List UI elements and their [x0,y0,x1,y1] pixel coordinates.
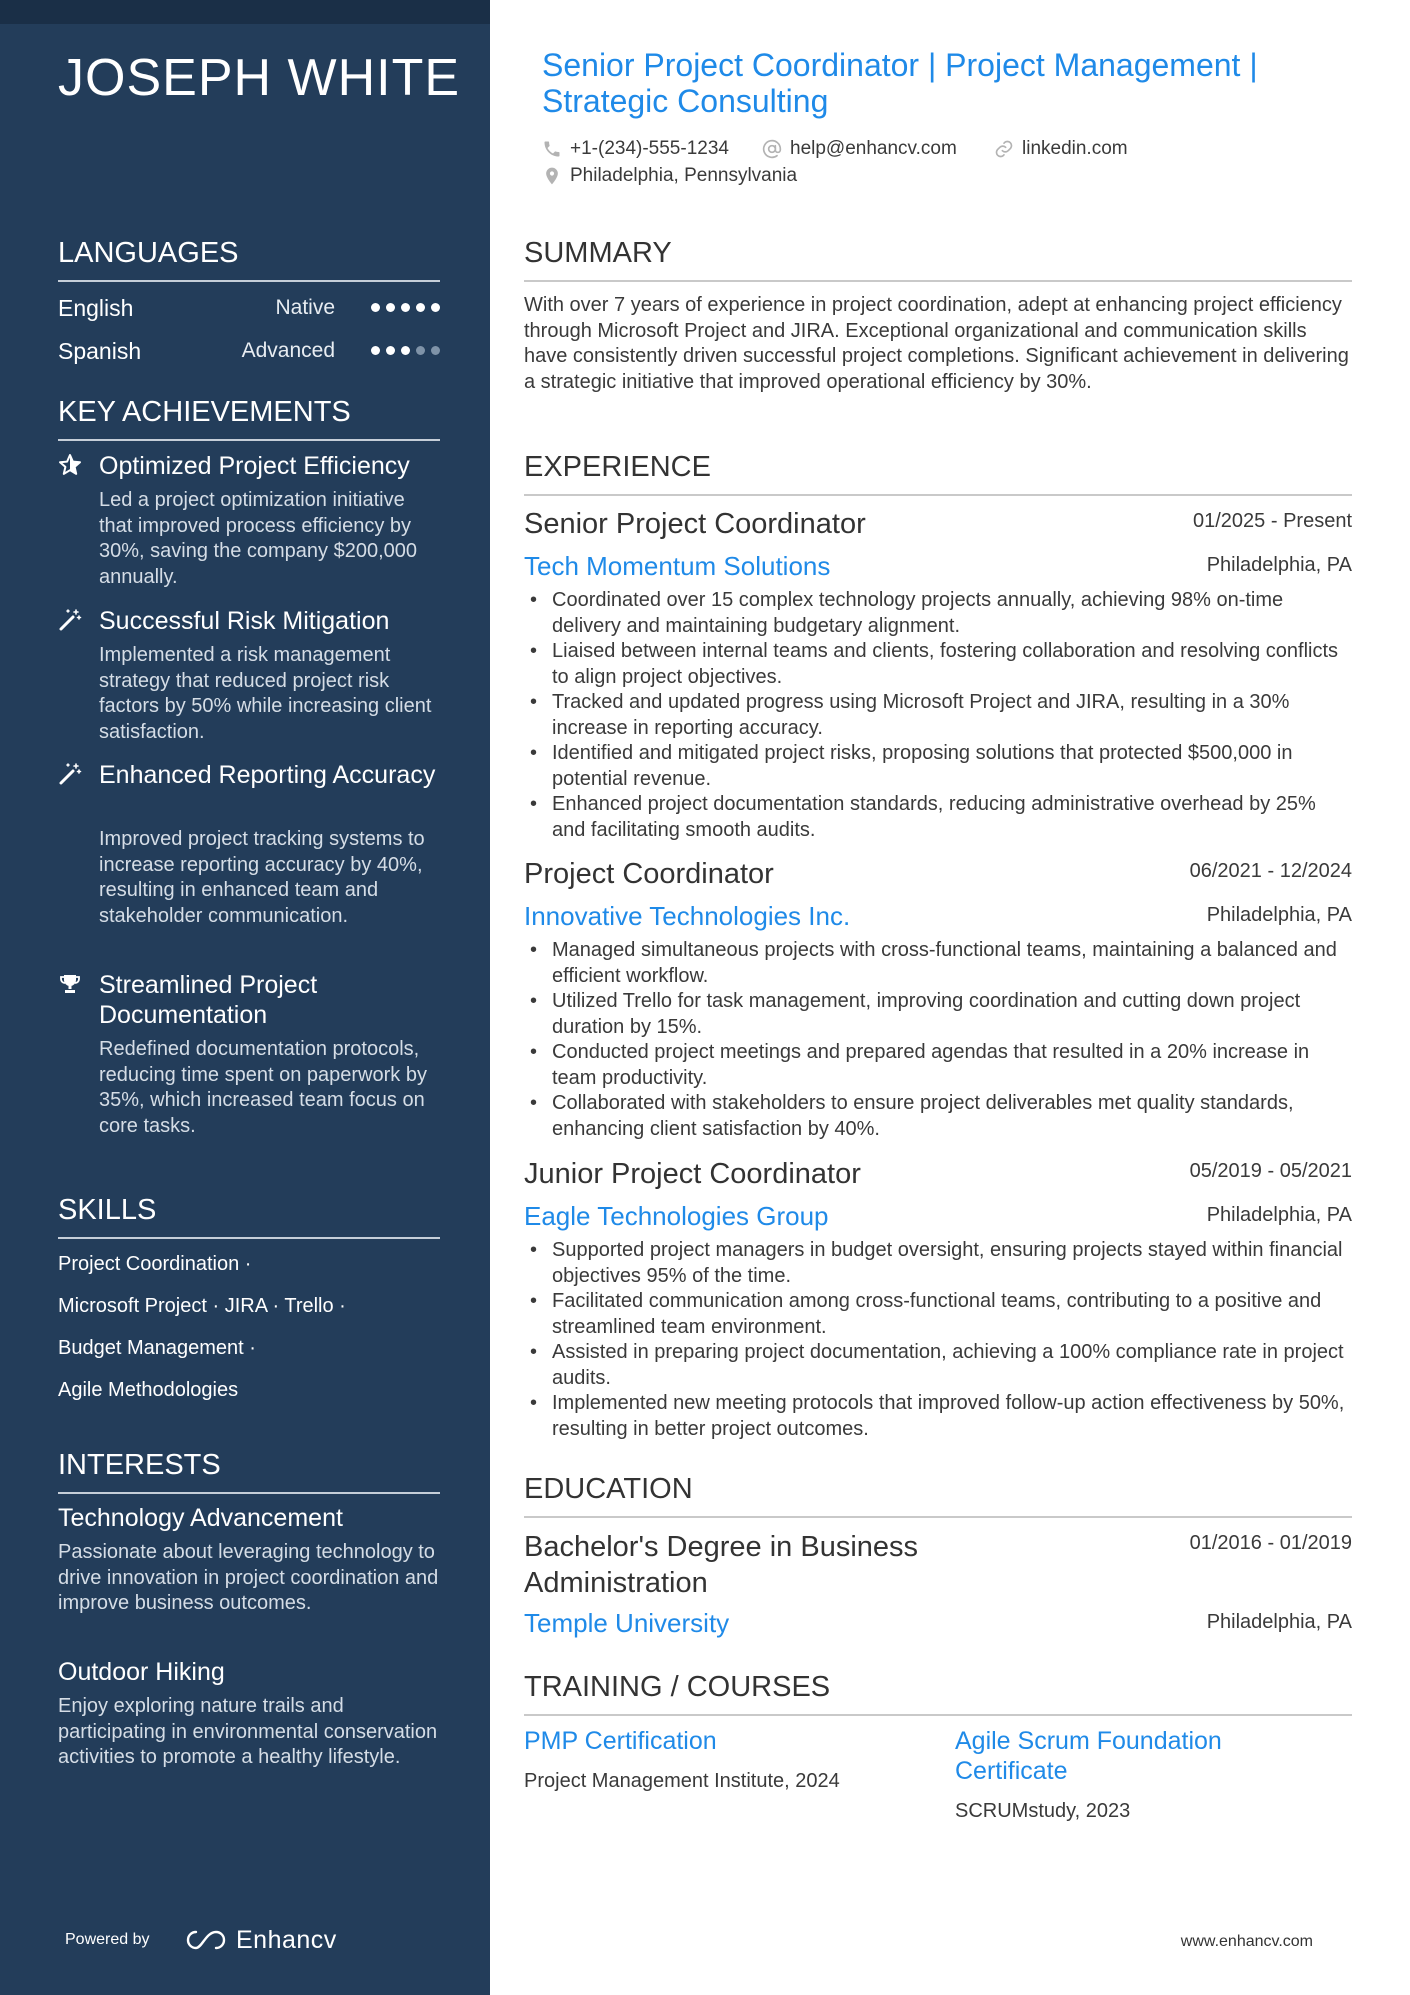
job-bullet: • Implemented new meeting protocols that improved follow-up action effectiveness by 50%, resulting in better project outcomes. [524,1391,1354,1442]
education-location: Philadelphia, PA [1206,1611,1352,1633]
language-level: Advanced [241,339,335,362]
job-bullets [524,1238,1354,1442]
achievement-title: Optimized Project Efficiency [99,452,410,480]
brand-name: Enhancv [236,1925,337,1954]
job-bullet: • Managed simultaneous projects with cross-functional teams, maintaining a balanced and efficient workflow. [524,938,1354,989]
magic-wand-icon [58,762,82,786]
training-heading: TRAINING / COURSES [524,1670,1352,1716]
achievements-heading: KEY ACHIEVEMENTS [58,395,440,441]
achievement-description: Led a project optimization initiative that improved process efficiency by 30%, saving the company $200,000 annually. [99,489,417,588]
job-location: Philadelphia, PA [1206,1204,1352,1226]
job-bullet: • Tracked and updated progress using Microsoft Project and JIRA, resulting in a 30% increase in reporting accuracy. [524,690,1354,741]
job-bullet: • Coordinated over 15 complex technology projects annually, achieving 98% on-time delivery and maintaining budgetary alignment. [524,588,1354,639]
achievement-title: Streamlined Project Documentation [99,971,318,1029]
summary-text: With over 7 years of experience in project coordination, adept at enhancing project efficiency through Microsoft Project and JIRA. Exceptional organizational and communication skills have consistently driven successful project completions. Significant achievement in delivering a strategic initiative that improved operational efficiency by 30%. [524,294,1349,393]
infinity-logo-icon [184,1927,230,1953]
rating-dot [401,346,410,355]
language-row [58,291,440,325]
at-sign-icon [762,139,782,159]
job-bullets [524,588,1354,843]
skill-line: Budget Management · [58,1337,256,1359]
contact-email[interactable] [762,137,957,161]
skills-heading: SKILLS [58,1193,440,1239]
language-level: Native [275,296,335,319]
rating-dot [401,303,410,312]
job-dates: 01/2025 - Present [1193,510,1352,532]
job-bullet: • Conducted project meetings and prepared agendas that resulted in a 20% increase in team productivity. [524,1040,1354,1091]
achievement-description: Redefined documentation protocols, reducing time spent on paperwork by 35%, which increased team focus on core tasks. [99,1038,427,1137]
job-bullet: • Collaborated with stakeholders to ensure project deliverables met quality standards, enhancing client satisfaction by 40%. [524,1091,1354,1142]
job-location: Philadelphia, PA [1206,554,1352,576]
rating-dot [386,303,395,312]
training-title[interactable]: PMP Certification [524,1727,717,1755]
interest-description: Passionate about leveraging technology to drive innovation in project coordination and improve business outcomes. [58,1541,439,1614]
language-rating [371,303,440,313]
link-icon [994,139,1014,159]
training-title[interactable]: Agile Scrum Foundation Certificate [955,1727,1222,1785]
linkedin-url: linkedin.com [1022,138,1128,159]
powered-by-label: Powered by [65,1931,150,1948]
sidebar-top-bar [0,0,490,24]
degree-title: Bachelor's Degree in Business Administration [524,1531,919,1599]
star-icon [58,453,82,477]
job-dates: 05/2019 - 05/2021 [1189,1160,1352,1182]
language-name: English [58,295,134,321]
interests-heading: INTERESTS [58,1448,440,1494]
company-name[interactable]: Eagle Technologies Group [524,1201,829,1231]
rating-dot [386,346,395,355]
summary-heading: SUMMARY [524,236,1352,282]
education-dates: 01/2016 - 01/2019 [1189,1532,1352,1554]
company-name[interactable]: Innovative Technologies Inc. [524,901,851,931]
rating-dot [416,303,425,312]
skill-line: Microsoft Project · JIRA · Trello · [58,1295,346,1317]
achievement-description: Implemented a risk management strategy that reduced project risk factors by 50% while increasing client satisfaction. [99,644,432,743]
contact-location [542,164,797,188]
location-pin-icon [542,166,562,186]
achievement-description: Improved project tracking systems to increase reporting accuracy by 40%, resulting in enhanced team and stakeholder communication. [99,828,425,927]
languages-heading: LANGUAGES [58,236,440,282]
job-bullet: • Supported project managers in budget oversight, ensuring projects stayed within financial objectives 95% of the time. [524,1238,1354,1289]
job-bullet: • Identified and mitigated project risks, proposing solutions that protected $500,000 in potential revenue. [524,741,1354,792]
school-name[interactable]: Temple University [524,1608,730,1638]
training-provider: Project Management Institute, 2024 [524,1770,840,1792]
phone-number: +1-(234)-555-1234 [570,138,729,159]
job-bullet: • Utilized Trello for task management, improving coordination and cutting down project duration by 15%. [524,989,1354,1040]
job-bullet: • Enhanced project documentation standards, reducing administrative overhead by 25% and facilitating smooth audits. [524,792,1354,843]
skill-line: Agile Methodologies [58,1379,239,1401]
achievement-title: Enhanced Reporting Accuracy [99,761,436,789]
phone-icon [542,139,562,159]
sidebar [0,0,490,1995]
rating-dot [431,303,440,312]
job-title: Senior Project Coordinator [524,508,866,540]
education-heading: EDUCATION [524,1472,1352,1518]
job-location: Philadelphia, PA [1206,904,1352,926]
job-bullet: • Facilitated communication among cross-functional teams, contributing to a positive and streamlined team environment. [524,1289,1354,1340]
trophy-icon [58,972,82,996]
experience-heading: EXPERIENCE [524,450,1352,496]
email-address: help@enhancv.com [790,138,957,159]
candidate-name: JOSEPH WHITE [58,49,461,107]
rating-dot [416,346,425,355]
footer-website[interactable]: www.enhancv.com [1180,1933,1313,1950]
rating-dot [371,346,380,355]
magic-wand-icon [58,608,82,632]
job-bullets [524,938,1354,1142]
company-name[interactable]: Tech Momentum Solutions [524,551,831,581]
interest-title: Outdoor Hiking [58,1658,225,1686]
rating-dot [371,303,380,312]
job-dates: 06/2021 - 12/2024 [1189,860,1352,882]
job-bullet: • Assisted in preparing project documentation, achieving a 100% compliance rate in project audits. [524,1340,1354,1391]
contact-phone[interactable] [542,137,729,161]
training-provider: SCRUMstudy, 2023 [955,1800,1131,1822]
brand-logo[interactable] [184,1924,337,1956]
interest-description: Enjoy exploring nature trails and participating in environmental conservation activities to promote a healthy lifestyle. [58,1695,438,1768]
contact-linkedin[interactable] [994,137,1128,161]
skill-line: Project Coordination · [58,1253,252,1275]
achievement-title: Successful Risk Mitigation [99,607,390,635]
language-name: Spanish [58,338,142,364]
location-text: Philadelphia, Pennsylvania [570,165,798,186]
job-title: Junior Project Coordinator [524,1158,861,1190]
job-title: Project Coordinator [524,858,774,890]
rating-dot [431,346,440,355]
language-rating [371,346,440,356]
job-bullet: • Liaised between internal teams and clients, fostering collaboration and resolving conflicts to align project objectives. [524,639,1354,690]
language-row [58,334,440,368]
headline: Senior Project Coordinator | Project Management | Strategic Consulting [542,47,1258,119]
interest-title: Technology Advancement [58,1504,343,1532]
